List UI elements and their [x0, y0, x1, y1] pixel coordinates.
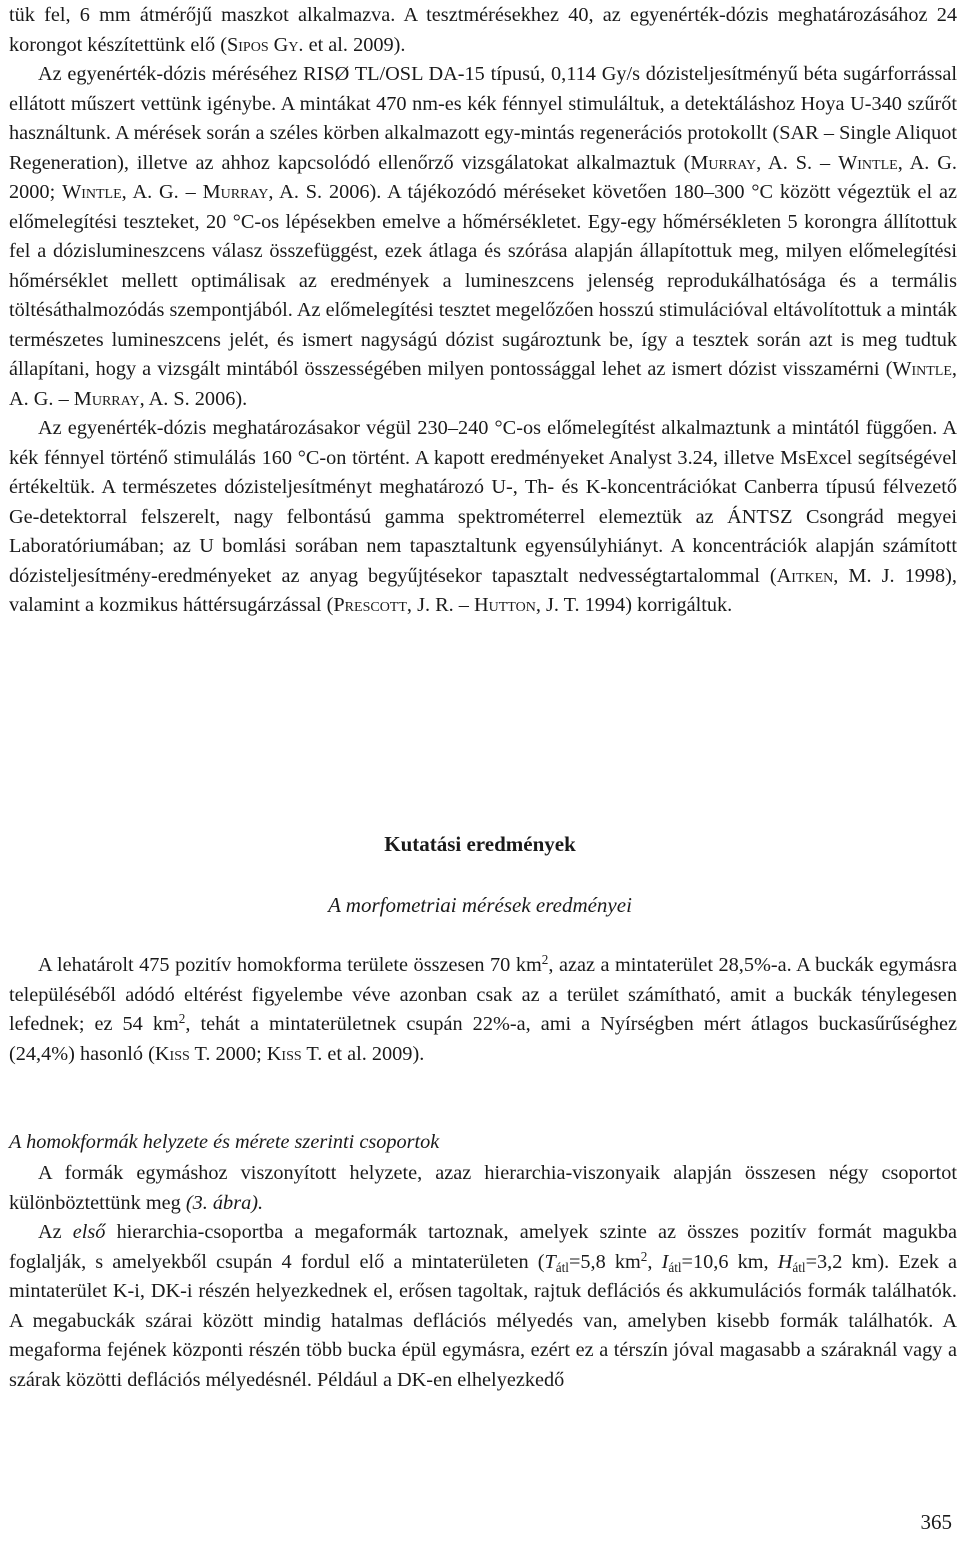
citation-author: Murray	[73, 387, 140, 410]
superscript: 2	[541, 951, 549, 967]
text-span: , azaz a mintaterület 28,5%-a. A buckák egymásra településéből adódó eltérést figyelembe véve azonban csak az a terület számítható, amit a buckák ténylegesen lefednek; ez 54 km	[9, 954, 957, 1035]
citation-author: Sipos Gy.	[226, 33, 304, 56]
text-span: , J. T. 1994) korrigáltuk.	[535, 594, 733, 616]
paragraph-area	[9, 951, 957, 1069]
page-number: 365	[920, 1510, 952, 1534]
figure-reference: (3. ábra).	[185, 1191, 264, 1214]
text-span: tük fel, 6 mm átmérőjű maszkot alkalmazva. A tesztmérésekhez 40, az egyenérték-dózis meghatározásához 24 korongot készítettünk elő (	[9, 4, 957, 56]
group-subheading: A homokformák helyzete és mérete szerinti csoportok	[9, 1131, 440, 1153]
superscript: 2	[640, 1248, 648, 1264]
math-symbol: T	[544, 1250, 556, 1273]
text-span: hierarchia-csoportba a megaformák tartoznak, amelyek szinte az összes pozitív formát magukba foglalják, s amelyekből csupán 4 fordul elő a mintaterületen (	[9, 1221, 958, 1273]
citation-author: Prescott	[333, 594, 407, 616]
math-symbol: I	[661, 1250, 669, 1273]
citation-author: Wintle	[892, 358, 952, 380]
text-span: , A. G. 2000;	[9, 151, 957, 203]
subscript: átl	[668, 1259, 682, 1275]
text-span: , A. G. –	[121, 181, 203, 203]
text-span: , M. J. 1998), valamint a kozmikus háttérsugárzással (	[9, 564, 957, 616]
citation-author: Wintle	[838, 151, 898, 174]
text-span: T. et al. 2009).	[301, 1042, 425, 1065]
text-span: A formák egymáshoz viszonyított helyzete, azaz hierarchia-viszonyaik alapján összesen négy csoportot különböztettünk meg	[9, 1162, 957, 1214]
text-span: , tehát a mintaterületnek csupán 22%-a, ami a Nyírségben mért átlagos buckasűrűséghez (24,4%) hasonló (	[9, 1013, 958, 1065]
citation-author: Kiss	[266, 1042, 302, 1065]
text-span: , J. R. –	[406, 594, 474, 616]
paragraph-first-group	[9, 1218, 957, 1395]
text-span: Az egyenérték-dózis meghatározásakor végül 230–240 °C-os előmelegítést alkalmaztunk a mintától függően. A kék fénnyel történő stimulálás 160 °C-on történt. A kapott eredményeket Analyst 3.24, illetve MsExcel segítségével értékeltük. A természetes dózisteljesítményt meghatározó U-, Th- és K-koncentrációkat Canberra típusú félvezető Ge-detektorral felszerelt, nagy felbontású gamma spektrométerrel elemeztük az ÁNTSZ Csongrád megyei Laboratóriumában; az U bomlási sorában nem tapasztaltunk egyensúlyhiányt. A koncentrációk alapján számított dózisteljesítmény-eredményeket az anyag begyűjtésekor tapasztalt nedvességtartalommal (	[9, 417, 957, 587]
text-span: ,	[647, 1250, 662, 1273]
text-span: , A. S. 2006).	[139, 387, 248, 410]
citation-author: Murray	[690, 151, 757, 174]
method-text-block	[9, 1, 957, 621]
text-span: , A. S. –	[756, 151, 839, 174]
text-span: , A. G. –	[9, 358, 957, 410]
text-span: A lehatárolt 475 pozitív homokforma területe összesen 70 km	[38, 954, 542, 976]
subscript: átl	[792, 1259, 806, 1275]
paragraph-preheat	[9, 414, 957, 621]
citation-author: Hutton	[473, 594, 536, 616]
citation-author: Murray	[202, 181, 269, 203]
text-span: T. 2000;	[189, 1042, 267, 1065]
section-heading: Kutatási eredmények	[384, 832, 576, 856]
text-span: Az egyenérték-dózis méréséhez RISØ TL/OSL DA-15 típusú, 0,114 Gy/s dózisteljesítményű béta sugárforrással ellátott műszert vettünk igénybe. A mintákat 470 nm-es kék fénnyel stimuláltuk, a detektáláshoz Hoya U-340 szűrőt használtunk. A mérések során a széles körben alkalmazott egy-mintás regenerációs protokollt (SAR – Single Aliquot Regeneration), illetve az ahhoz kapcsolódó ellenőrző vizsgálatokat alkalmaztuk (	[9, 63, 957, 174]
citation-author: Aitken	[776, 564, 834, 587]
text-span: =3,2 km). Ezek a mintaterület K-i, DK-i részén helyezkednek el, erősen tagoltak, rajtuk deflációs és akkumulációs formák találhatók. A megabuckák szárai között mindig hatalmas deflációs mélyedés van, amelyben kisebb formák találhatók. A megaforma fejének központi részén több bucka épül egymásra, ezért ez a térszín jóval magasabb a száraknál vagy a szárak közötti deflációs mélyedésnél. Például a DK-en elhelyezkedő	[9, 1250, 958, 1391]
text-span: =10,6 km,	[681, 1250, 778, 1273]
citation-author: Wintle	[62, 181, 122, 203]
text-span: et al. 2009).	[303, 33, 406, 56]
text-span: Az	[38, 1221, 73, 1243]
results-text-block	[9, 951, 957, 1069]
paragraph-equivalent-dose	[9, 60, 957, 414]
citation-author: Kiss	[154, 1042, 190, 1065]
section-subheading: A morfometriai mérések eredményei	[328, 893, 632, 917]
text-span: , A. S. 2006). A tájékozódó méréseket követően 180–300 °C között végeztük el az előmelegítési teszteket, 20 °C-os lépésekben emelve a hőmérsékletet. Egy-egy hőmérsékleten 5 korongra állítottuk fel a dózislumineszcens válasz összefüggést, ezek átlaga és szórása alapján állapítottuk meg, milyen előmelegítési hőmérséklet mellett optimálisak az eredmények a lumineszcens jelenség reprodukálhatósága és a termális töltésáthalmozódás szempontjából. Az előmelegítési tesztet megelőzően hosszú stimulációval eltávolítottuk a minták természetes lumineszcens jelét, és ismert nagyságú dózist sugároztunk be, így a tesztek során azt is meg tudtuk állapítani, hogy a vizsgált mintából összességében milyen pontossággal lehet az ismert dózist visszamérni (	[9, 181, 957, 380]
paragraph-continuation	[9, 1, 957, 60]
emphasis: első	[72, 1221, 106, 1243]
paragraph-groups-intro	[9, 1159, 957, 1218]
text-span: =5,8 km	[568, 1250, 641, 1273]
subscript: átl	[555, 1259, 569, 1275]
groups-text-block	[9, 1159, 957, 1395]
superscript: 2	[178, 1010, 186, 1026]
math-symbol: H	[777, 1250, 793, 1273]
